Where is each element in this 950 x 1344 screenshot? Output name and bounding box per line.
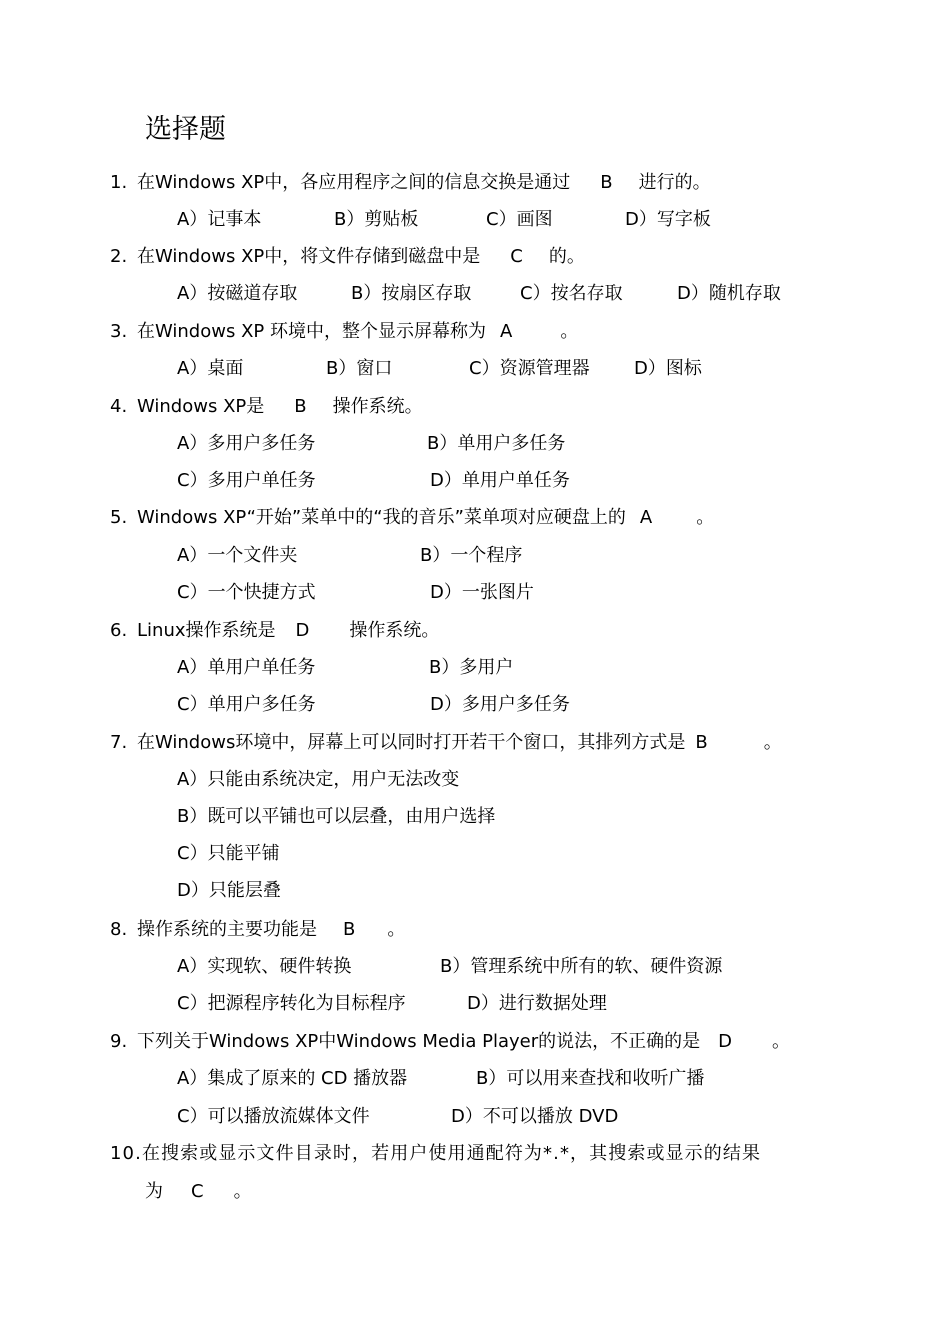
answer-letter: D <box>295 620 310 641</box>
option-c: C）单用户多任务 <box>177 694 316 715</box>
answer-letter: B <box>695 732 708 753</box>
option-b: B）窗口 <box>326 358 393 379</box>
question-text: 下列关于Windows XP中Windows Media Player的说法，不正确的是 <box>137 1031 701 1052</box>
question-text-end: 。 <box>763 732 782 753</box>
option-c: C）只能平铺 <box>177 843 280 864</box>
question-text: Windows XP是 <box>137 396 265 417</box>
question-10-continued <box>145 1179 252 1205</box>
question-10 <box>110 1141 761 1167</box>
question-number: 4. <box>110 396 128 417</box>
question-2 <box>110 244 585 270</box>
question-text-end: 。 <box>233 1181 252 1202</box>
option-b: B）多用户 <box>429 657 514 678</box>
option-b: B）按扇区存取 <box>351 283 472 304</box>
question-number: 9. <box>110 1031 128 1052</box>
answer-letter: B <box>343 919 356 940</box>
option-d: D）图标 <box>634 358 702 379</box>
question-9 <box>110 1029 790 1055</box>
answer-letter: B <box>600 172 613 193</box>
question-number: 6. <box>110 620 128 641</box>
question-text: 操作系统的主要功能是 <box>137 919 317 940</box>
question-text-end: 。 <box>387 919 406 940</box>
option-d: D）一张图片 <box>430 582 534 603</box>
option-b: B）剪贴板 <box>334 209 419 230</box>
option-c: C）画图 <box>486 209 553 230</box>
answer-letter: C <box>510 246 523 267</box>
question-4 <box>110 394 423 420</box>
question-text-end: 进行的。 <box>638 172 711 193</box>
option-b: B）一个程序 <box>420 545 523 566</box>
question-text-end: 。 <box>560 321 579 342</box>
option-b: B）单用户多任务 <box>427 433 566 454</box>
option-a: A）实现软、硬件转换 <box>177 956 352 977</box>
question-text-end: 的。 <box>548 246 585 267</box>
question-1 <box>110 170 711 196</box>
option-a: A）多用户多任务 <box>177 433 316 454</box>
option-a: A）只能由系统决定，用户无法改变 <box>177 769 460 790</box>
question-8 <box>110 917 405 943</box>
question-text: 在Windows XP 环境中，整个显示屏幕称为 <box>137 321 486 342</box>
option-b: B）管理系统中所有的软、硬件资源 <box>440 956 723 977</box>
question-text: 在Windows XP中，将文件存储到磁盘中是 <box>137 246 481 267</box>
question-number: 3. <box>110 321 128 342</box>
answer-letter: B <box>294 396 307 417</box>
option-a: A）桌面 <box>177 358 244 379</box>
question-number: 1. <box>110 172 128 193</box>
question-text: 在搜索或显示文件目录时，若用户使用通配符为*.*，其搜索或显示的结果 <box>141 1143 762 1164</box>
question-number: 5. <box>110 507 128 528</box>
question-number: 7. <box>110 732 128 753</box>
option-c: C）可以播放流媒体文件 <box>177 1106 370 1127</box>
option-c: C）资源管理器 <box>469 358 590 379</box>
option-a: A）单用户单任务 <box>177 657 316 678</box>
question-number: 2. <box>110 246 128 267</box>
question-3 <box>110 319 578 345</box>
question-text: Windows XP“开始”菜单中的“我的音乐”菜单项对应硬盘上的 <box>137 507 626 528</box>
question-text: 在Windows环境中，屏幕上可以同时打开若干个窗口，其排列方式是 <box>137 732 686 753</box>
option-a: A）一个文件夹 <box>177 545 298 566</box>
answer-letter: A <box>499 321 513 342</box>
option-c: C）一个快捷方式 <box>177 582 316 603</box>
question-number: 8. <box>110 919 128 940</box>
question-text: 在Windows XP中，各应用程序之间的信息交换是通过 <box>137 172 571 193</box>
option-c: C）按名存取 <box>520 283 623 304</box>
question-number: 10. <box>110 1143 142 1164</box>
question-6 <box>110 618 439 644</box>
question-text-end: 操作系统。 <box>332 396 423 417</box>
option-d: D）进行数据处理 <box>467 993 607 1014</box>
option-d: D）多用户多任务 <box>430 694 570 715</box>
option-c: C）把源程序转化为目标程序 <box>177 993 406 1014</box>
answer-letter: A <box>639 507 653 528</box>
option-b: B）既可以平铺也可以层叠，由用户选择 <box>177 806 496 827</box>
option-b: B）可以用来查找和收听广播 <box>476 1068 705 1089</box>
page-title: 选择题 <box>145 114 226 145</box>
question-text: 为 <box>145 1181 163 1202</box>
option-a: A）按磁道存取 <box>177 283 298 304</box>
question-text-end: 操作系统。 <box>349 620 440 641</box>
question-text-end: 。 <box>696 507 715 528</box>
option-d: D）不可以播放 DVD <box>451 1106 619 1127</box>
answer-letter: C <box>191 1181 204 1202</box>
question-7 <box>110 730 782 756</box>
option-c: C）多用户单任务 <box>177 470 316 491</box>
answer-letter: D <box>718 1031 732 1052</box>
option-d: D）单用户单任务 <box>430 470 570 491</box>
option-a: A）记事本 <box>177 209 262 230</box>
option-d: D）随机存取 <box>677 283 781 304</box>
option-a: A）集成了原来的 CD 播放器 <box>177 1068 408 1089</box>
question-5 <box>110 505 714 531</box>
option-d: D）写字板 <box>625 209 711 230</box>
option-d: D）只能层叠 <box>177 880 281 901</box>
question-text-end: 。 <box>772 1031 790 1052</box>
question-text: Linux操作系统是 <box>137 620 276 641</box>
